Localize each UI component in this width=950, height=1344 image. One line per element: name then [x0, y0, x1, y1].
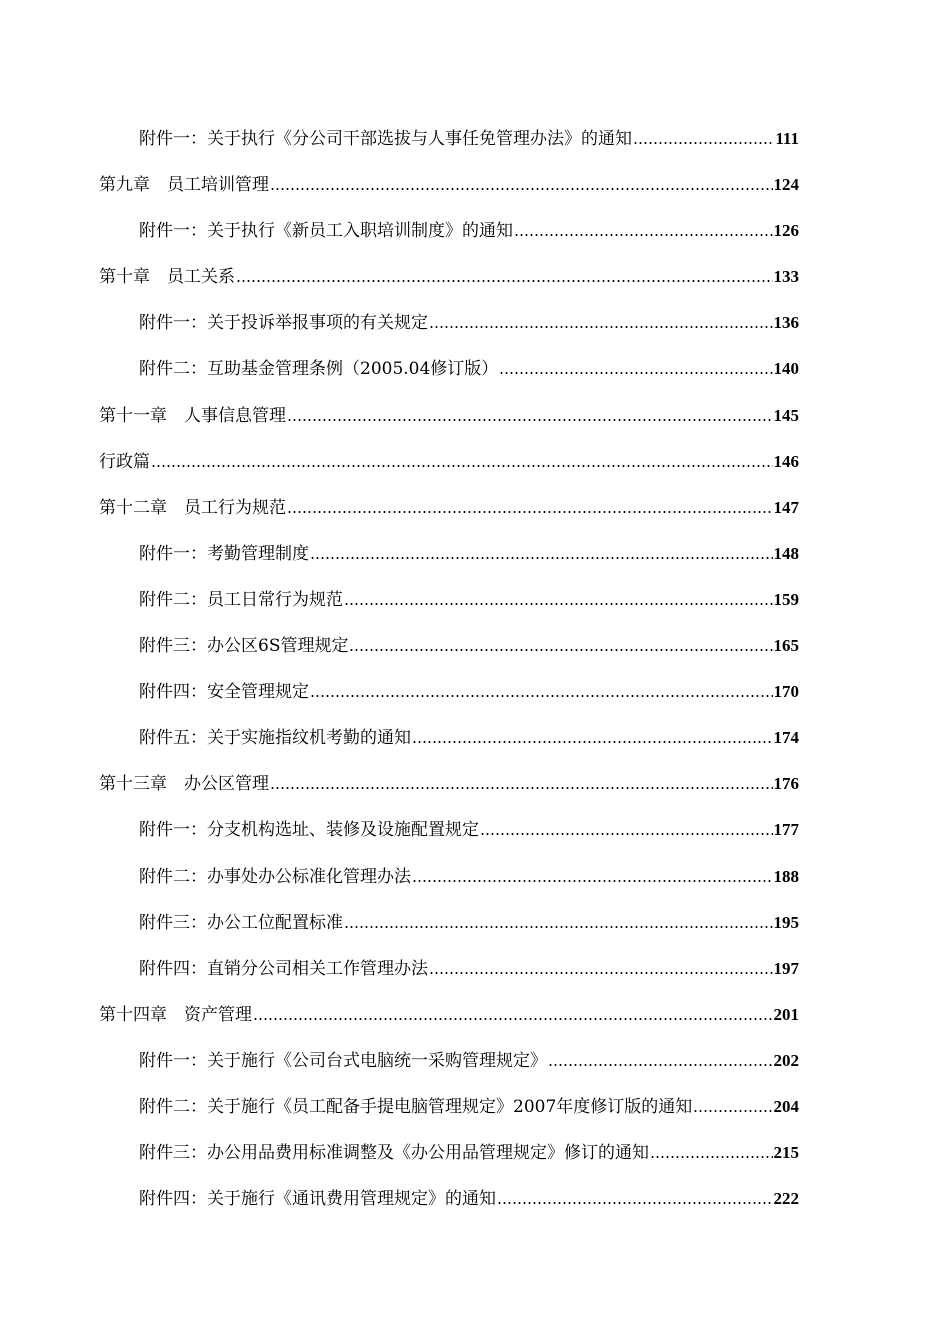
dot-leader: [650, 1155, 773, 1159]
toc-entry[interactable]: [0, 763, 950, 809]
toc-entry-title: 第十一章 人事信息管理: [99, 405, 286, 426]
toc-entry-page: 126: [773, 221, 799, 241]
toc-entry[interactable]: [0, 902, 950, 948]
dot-leader: [287, 418, 773, 422]
toc-entry-title: 附件二：员工日常行为规范: [139, 589, 343, 610]
toc-entry-page: 159: [773, 589, 799, 609]
toc-entry-page: 215: [773, 1143, 799, 1163]
dot-leader: [270, 187, 773, 191]
toc-entry-title: 附件三：办公工位配置标准: [139, 912, 343, 933]
toc-entry-page: 133: [773, 267, 799, 287]
toc-entry-title: 附件一：关于执行《分公司干部选拔与人事任免管理办法》的通知: [139, 129, 632, 149]
dot-leader: [236, 279, 773, 283]
toc-entry-title: 附件四：安全管理规定: [139, 682, 309, 703]
toc-entry-title: 附件二：互助基金管理条例（2005.04修订版）: [139, 359, 499, 380]
toc-entry-title: 附件二：关于施行《员工配备手提电脑管理规定》2007年度修订版的通知: [139, 1096, 693, 1117]
toc-entry-page: 165: [773, 636, 799, 656]
dot-leader: [344, 925, 773, 929]
toc-entry-title: 第十章 员工关系: [99, 267, 235, 288]
dot-leader: [499, 371, 772, 375]
toc-entry-title: 附件二：办事处办公标准化管理办法: [139, 866, 411, 887]
dot-leader: [344, 602, 773, 606]
toc-entry-page: 201: [773, 1004, 799, 1024]
dot-leader: [548, 1063, 773, 1067]
toc-entry[interactable]: [0, 210, 950, 256]
toc-entry-page: 174: [773, 728, 799, 748]
toc-entry-title: 附件四：关于施行《通讯费用管理规定》的通知: [139, 1189, 496, 1210]
toc-entry-title: 第十三章 办公区管理: [99, 774, 269, 795]
toc-entry[interactable]: [0, 395, 950, 441]
toc-entry-title: 附件三：办公区6S管理规定: [139, 636, 349, 657]
toc-entry-title: 附件一：关于执行《新员工入职培训制度》的通知: [139, 221, 513, 242]
toc-entry-page: 148: [773, 543, 799, 563]
toc-entry-page: 204: [773, 1096, 799, 1116]
dot-leader: [270, 786, 773, 790]
toc-entry-page: 197: [773, 958, 799, 978]
toc-entry-title: 第十四章 资产管理: [99, 1004, 252, 1025]
toc-entry-page: 188: [773, 866, 799, 886]
dot-leader: [497, 1201, 773, 1205]
toc-entry[interactable]: [0, 994, 950, 1040]
toc-entry-page: 170: [773, 682, 799, 702]
toc-entry-page: 195: [773, 912, 799, 932]
toc-entry-page: 222: [773, 1189, 799, 1209]
dot-leader: [514, 233, 773, 237]
toc-entry[interactable]: [0, 1040, 950, 1086]
toc-entry-title: 附件一：关于施行《公司台式电脑统一采购管理规定》: [139, 1050, 547, 1071]
toc-entry[interactable]: [0, 1132, 950, 1178]
toc-entry-title: 附件四：直销分公司相关工作管理办法: [139, 958, 428, 979]
toc-entry-title: 附件三：办公用品费用标准调整及《办公用品管理规定》修订的通知: [139, 1143, 649, 1164]
toc-entry[interactable]: [0, 302, 950, 348]
toc-entry-page: 146: [773, 451, 799, 471]
toc-entry[interactable]: [0, 809, 950, 855]
toc-entry[interactable]: [0, 948, 950, 994]
toc-entry-title: 附件一：分支机构选址、装修及设施配置规定: [139, 820, 479, 841]
toc-entry-title: 附件一：关于投诉举报事项的有关规定: [139, 313, 428, 334]
toc-entry[interactable]: [0, 441, 950, 487]
toc-entry-page: 136: [773, 313, 799, 333]
dot-leader: [151, 464, 773, 468]
dot-leader: [287, 510, 773, 514]
dot-leader: [310, 694, 773, 698]
dot-leader: [429, 325, 773, 329]
toc-entry-page: 177: [773, 820, 799, 840]
toc-entry[interactable]: [0, 164, 950, 210]
toc-entry-title: 附件一：考勤管理制度: [139, 543, 309, 564]
dot-leader: [693, 1109, 772, 1113]
dot-leader: [349, 648, 772, 652]
table-of-contents: [0, 118, 950, 1224]
toc-entry[interactable]: [0, 1086, 950, 1132]
dot-leader: [633, 141, 774, 145]
toc-entry[interactable]: [0, 348, 950, 394]
toc-entry-page: 147: [773, 497, 799, 517]
toc-entry-page: 202: [773, 1050, 799, 1070]
dot-leader: [429, 971, 773, 975]
toc-entry[interactable]: [0, 1178, 950, 1224]
toc-entry-page: 140: [773, 359, 799, 379]
toc-entry-title: 第十二章 员工行为规范: [99, 497, 286, 518]
toc-entry[interactable]: [0, 533, 950, 579]
dot-leader: [310, 556, 773, 560]
toc-entry-page: 176: [773, 774, 799, 794]
toc-entry-page: 124: [773, 175, 799, 195]
dot-leader: [412, 740, 773, 744]
toc-entry-title: 行政篇: [99, 451, 150, 472]
toc-entry[interactable]: [0, 856, 950, 902]
toc-entry-title: 第九章 员工培训管理: [99, 175, 269, 196]
toc-entry[interactable]: [0, 671, 950, 717]
toc-entry[interactable]: [0, 256, 950, 302]
toc-entry[interactable]: [0, 625, 950, 671]
toc-entry[interactable]: [0, 118, 950, 164]
toc-entry[interactable]: [0, 487, 950, 533]
toc-entry[interactable]: [0, 579, 950, 625]
dot-leader: [480, 832, 773, 836]
toc-entry-page: 145: [773, 405, 799, 425]
dot-leader: [412, 879, 773, 883]
dot-leader: [253, 1017, 773, 1021]
toc-entry[interactable]: [0, 717, 950, 763]
toc-entry-title: 附件五：关于实施指纹机考勤的通知: [139, 728, 411, 749]
toc-entry-page: 111: [775, 129, 799, 148]
